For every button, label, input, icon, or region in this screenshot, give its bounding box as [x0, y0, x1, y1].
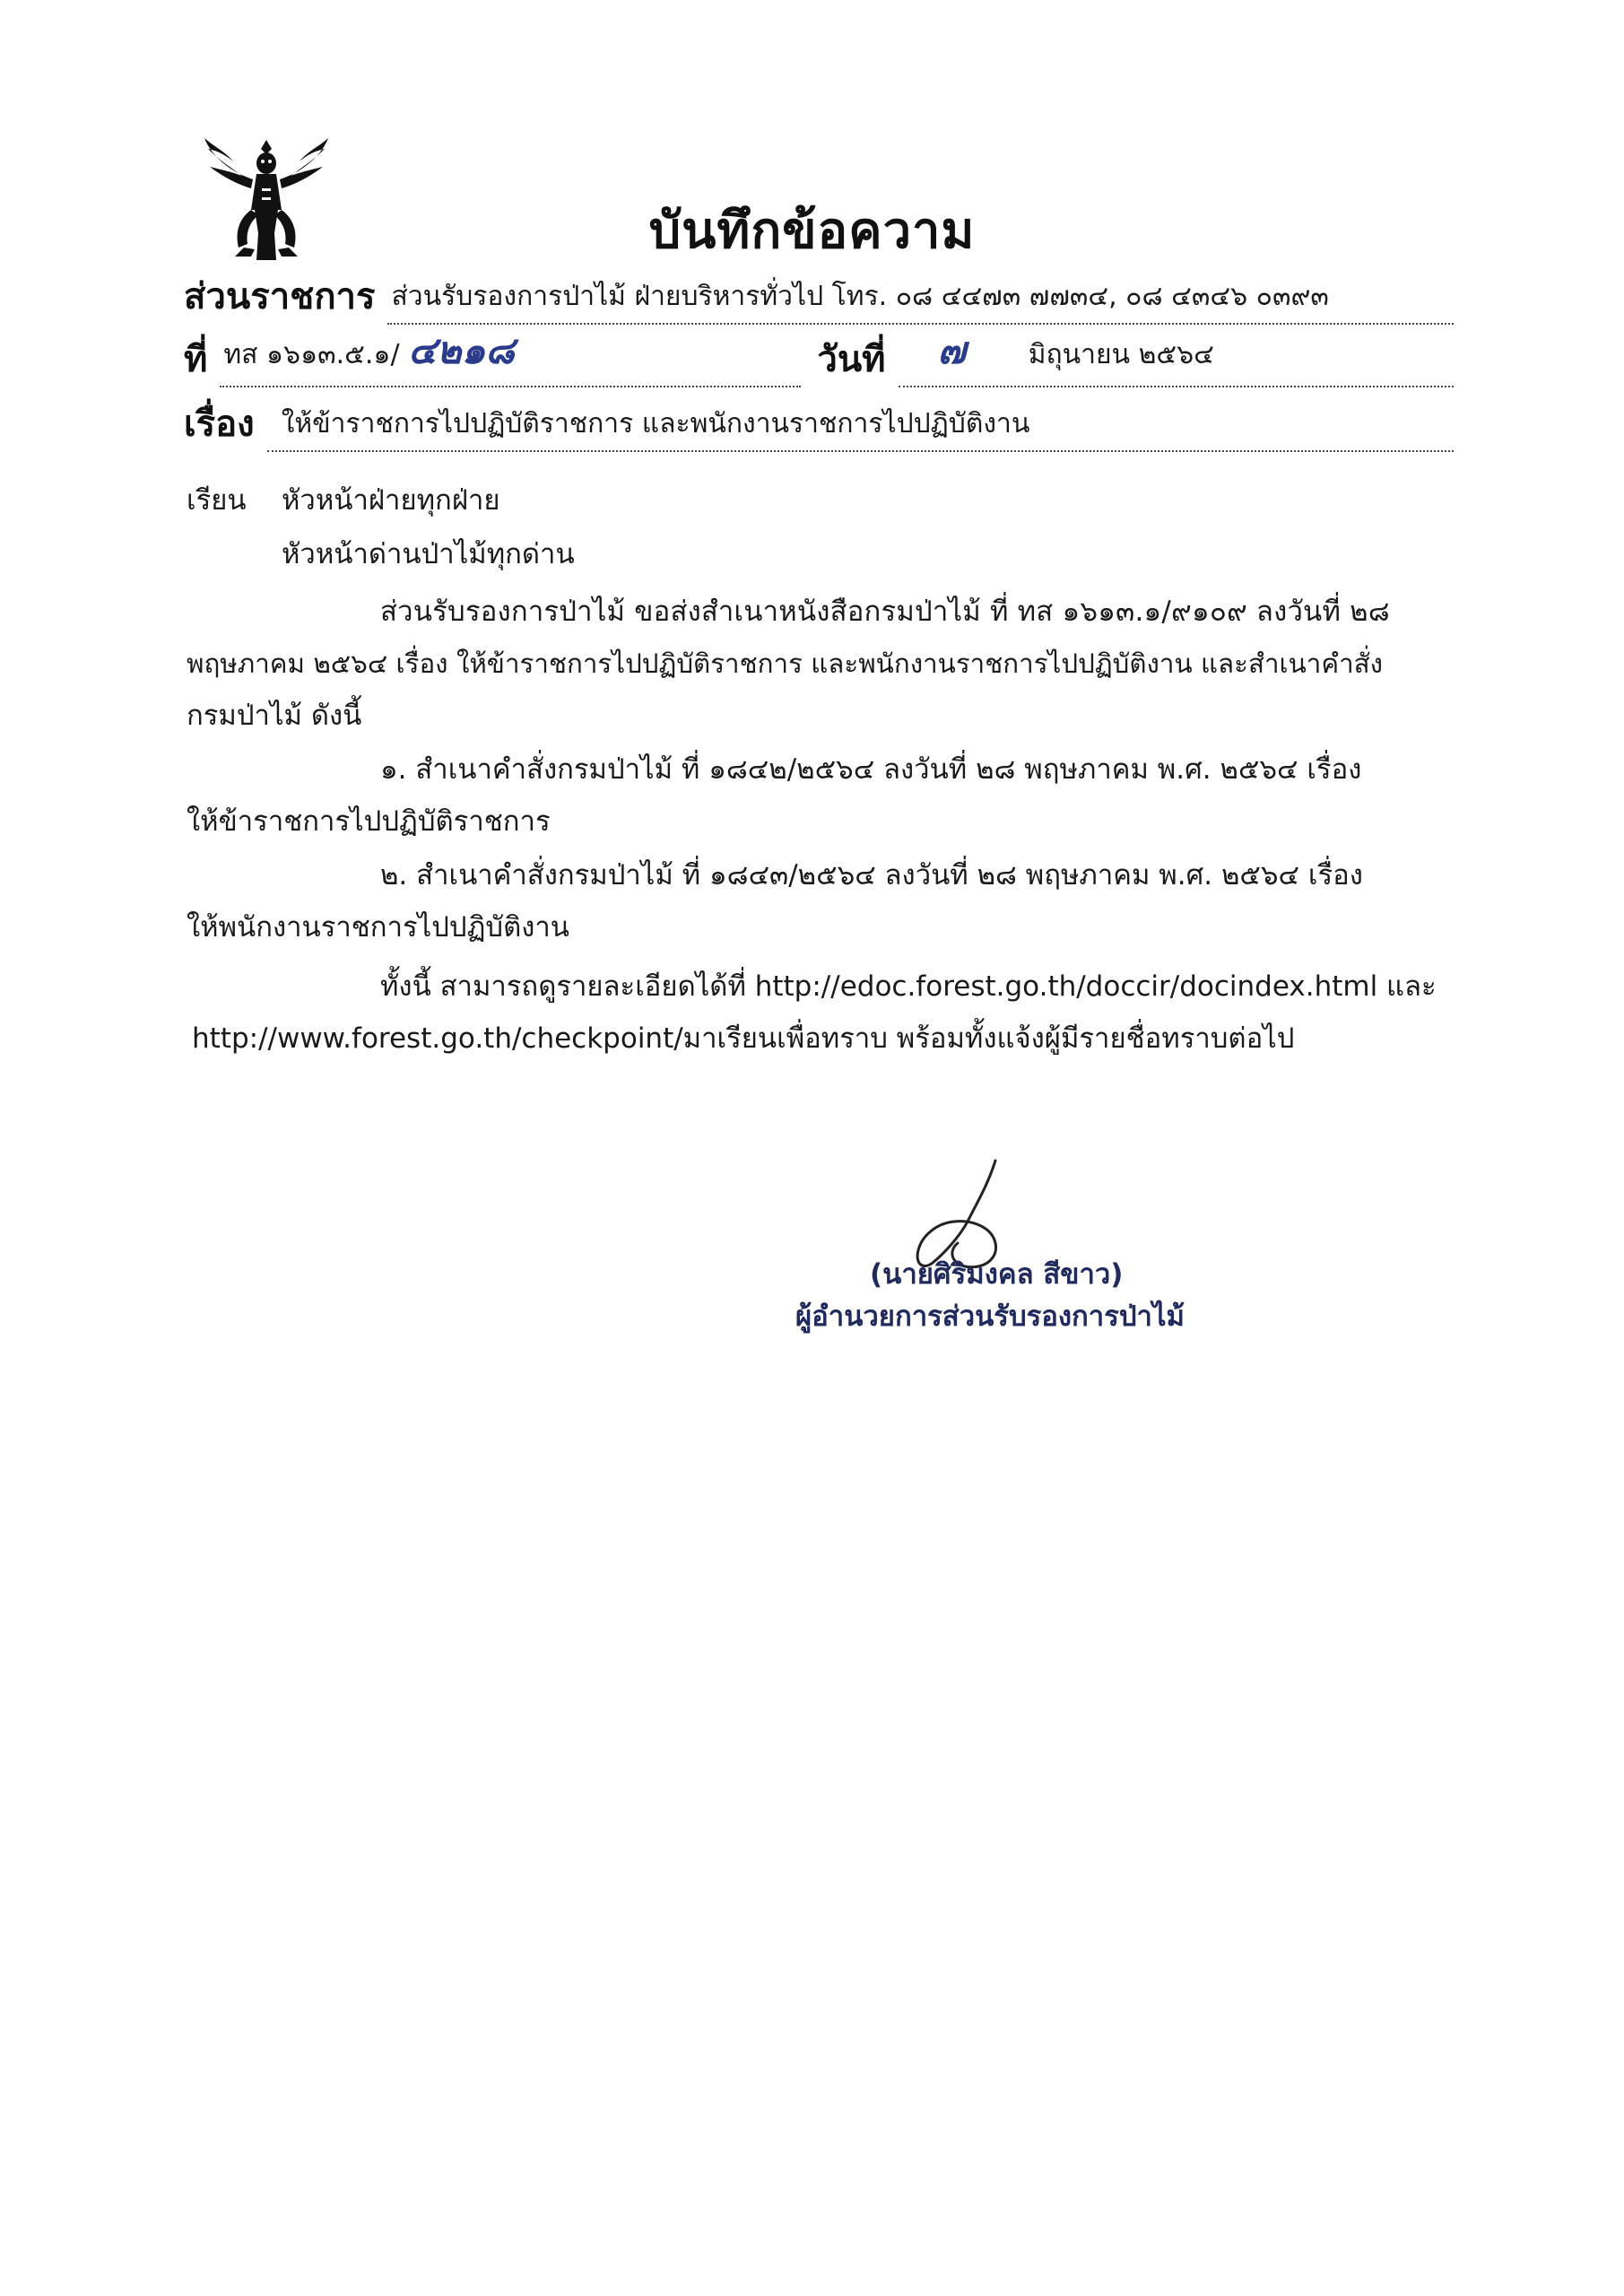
- item-2-line-1: ๒. สำเนาคำสั่งกรมป่าไม้ ที่ ๑๘๔๓/๒๕๖๔ ลงวันที่ ๒๘ พฤษภาคม พ.ศ. ๒๕๖๔ เรื่อง: [380, 859, 1363, 891]
- date-month-year: มิถุนายน ๒๕๖๔: [1028, 339, 1214, 370]
- addressee-1: หัวหน้าฝ่ายทุกฝ่าย: [282, 484, 500, 517]
- reference-value-field: [220, 321, 801, 387]
- addressee-line-1: [187, 475, 1453, 526]
- paragraph-2-line-1: ทั้งนี้ สามารถดูรายละเอียดได้ที่ http://edoc.forest.go.th/doccir/docindex.html และ: [380, 970, 1437, 1003]
- subject-label: เรื่อง: [184, 404, 255, 445]
- date-label: วันที่: [817, 339, 886, 380]
- subject-row: [184, 398, 1454, 452]
- reference-row: [184, 328, 1454, 387]
- signer-name: (นายศิริมงคล สีขาว): [870, 1258, 1124, 1291]
- paragraph-1-line-2: พฤษภาคม ๒๕๖๔ เรื่อง ให้ข้าราชการไปปฏิบัติราชการ และพนักงานราชการไปปฏิบัติงาน และสำเนาคำสั่ง: [187, 648, 1384, 679]
- reference-value: ทส ๑๖๑๓.๕.๑/: [223, 339, 400, 370]
- reference-number-handwritten: ๔๒๑๘: [408, 328, 515, 372]
- memo-title: บันทึกข้อความ: [648, 202, 976, 260]
- date-value-field: [899, 321, 1454, 387]
- item-1-line-2: ให้ข้าราชการไปปฏิบัติราชการ: [187, 805, 551, 838]
- signer-position: ผู้อำนวยการส่วนรับรองการป่าไม้: [795, 1300, 1185, 1333]
- date-day-handwritten: ๗: [937, 328, 967, 372]
- paragraph-1-line-1: ส่วนรับรองการป่าไม้ ขอส่งสำเนาหนังสือกรมป่าไม้ ที่ ทส ๑๖๑๓.๑/๙๑๐๙ ลงวันที่ ๒๘: [380, 596, 1390, 628]
- item-2-line-2: ให้พนักงานราชการไปปฏิบัติงาน: [187, 911, 569, 944]
- agency-label: ส่วนราชการ: [184, 276, 376, 317]
- paragraph-1-line-3: กรมป่าไม้ ดังนี้: [187, 700, 362, 732]
- paragraph-2-line-2: http://www.forest.go.th/checkpoint/มาเรียนเพื่อทราบ พร้อมทั้งแจ้งผู้มีรายชื่อทราบต่อไป: [192, 1022, 1295, 1055]
- subject-value: ให้ข้าราชการไปปฏิบัติราชการ และพนักงานราชการไปปฏิบัติงาน: [267, 403, 1454, 452]
- addressee-label: เรียน: [187, 484, 247, 517]
- item-1-line-1: ๑. สำเนาคำสั่งกรมป่าไม้ ที่ ๑๘๔๒/๒๕๖๔ ลงวันที่ ๒๘ พฤษภาคม พ.ศ. ๒๕๖๔ เรื่อง: [380, 753, 1362, 786]
- addressee-2: หัวหน้าด่านป่าไม้ทุกด่าน: [282, 538, 575, 570]
- reference-label: ที่: [184, 339, 208, 380]
- agency-value: ส่วนรับรองการป่าไม้ ฝ่ายบริหารทั่วไป โทร. ๐๘ ๔๔๗๓ ๗๗๓๔, ๐๘ ๔๓๔๖ ๐๓๙๓: [387, 275, 1454, 325]
- agency-row: [184, 271, 1454, 325]
